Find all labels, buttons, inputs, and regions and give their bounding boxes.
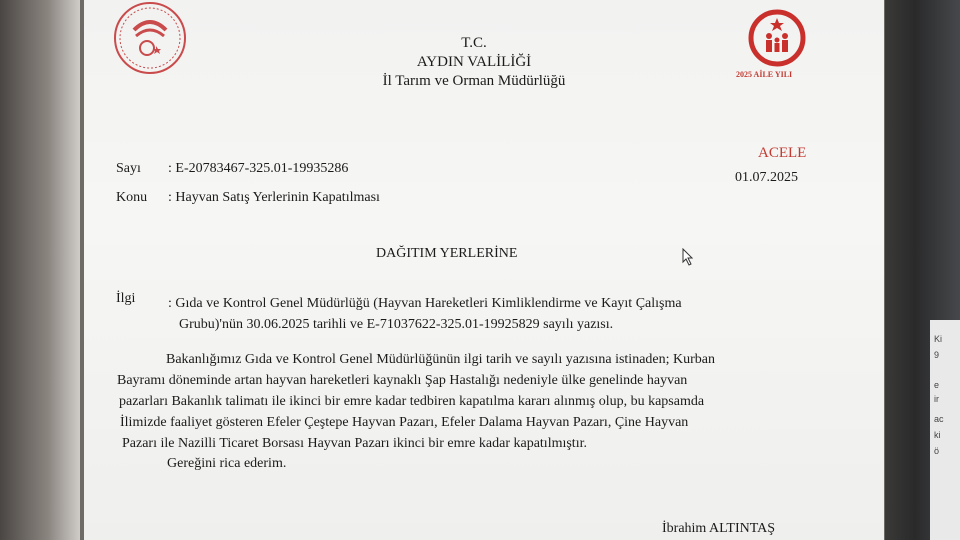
monitor-bezel-left [0,0,80,540]
side-char-3: e [934,380,940,390]
family-year-logo-text: 2025 AİLE YILI [736,70,793,79]
ministry-logo-icon [112,0,188,76]
konu-value: : Hayvan Satış Yerlerinin Kapatılması [168,190,380,205]
signature-name: İbrahim ALTINTAŞ [662,521,776,536]
side-char-7: ö [934,446,940,456]
header-directorate: İl Tarım ve Orman Müdürlüğü [382,73,566,89]
ilgi-line-1: : Gıda ve Kontrol Genel Müdürlüğü (Hayvan Hareketleri Kimliklendirme ve Kayıt Çalışma [168,296,682,311]
side-char-2: 9 [934,350,940,360]
document-page [84,0,884,540]
body-line-3: pazarları Bakanlık talimatı ile ikinci bir emre kadar tedbiren kapatılma kararı alınmış olup, bu kapsamda [119,394,705,409]
side-char-5: ac [934,414,944,424]
letterhead [314,34,634,91]
urgency-badge: ACELE [758,145,807,161]
ilgi-label: İlgi [116,291,136,306]
mouse-pointer-icon [682,248,694,266]
side-char-6: ki [934,430,941,440]
background-window [930,320,960,540]
body-line-4: İlimizde faaliyet gösteren Efeler Çeştepe Hayvan Pazarı, Efeler Dalama Hayvan Pazarı, Çine Hayvan [120,415,689,430]
body-line-1: Bakanlığımız Gıda ve Kontrol Genel Müdürlüğünün ilgi tarih ve sayılı yazısına istinaden; Kurban [166,352,715,367]
konu-label: Konu [116,190,148,205]
sayi-value: : E-20783467-325.01-19935286 [168,161,349,176]
header-governorship: AYDIN VALİLİĞİ [416,54,532,70]
side-char-1: Ki [934,334,943,344]
body-line-5: Pazarı ile Nazilli Ticaret Borsası Hayvan Pazarı ikinci bir emre kadar kapatılmıştır. [122,436,587,451]
ilgi-line-2: Grubu)'nün 30.06.2025 tarihli ve E-71037622-325.01-19925829 sayılı yazısı. [179,317,614,332]
sayi-label: Sayı [116,161,141,176]
document-date: 01.07.2025 [735,170,798,185]
side-char-4: ir [934,394,939,404]
body-line-2: Bayramı döneminde artan hayvan hareketleri kaynaklı Şap Hastalığı nedeniyle ülke genelinde hayvan [117,373,688,388]
addressee: DAĞITIM YERLERİNE [376,246,518,261]
closing-line: Gereğini rica ederim. [167,456,287,471]
header-tc: T.C. [461,35,487,51]
